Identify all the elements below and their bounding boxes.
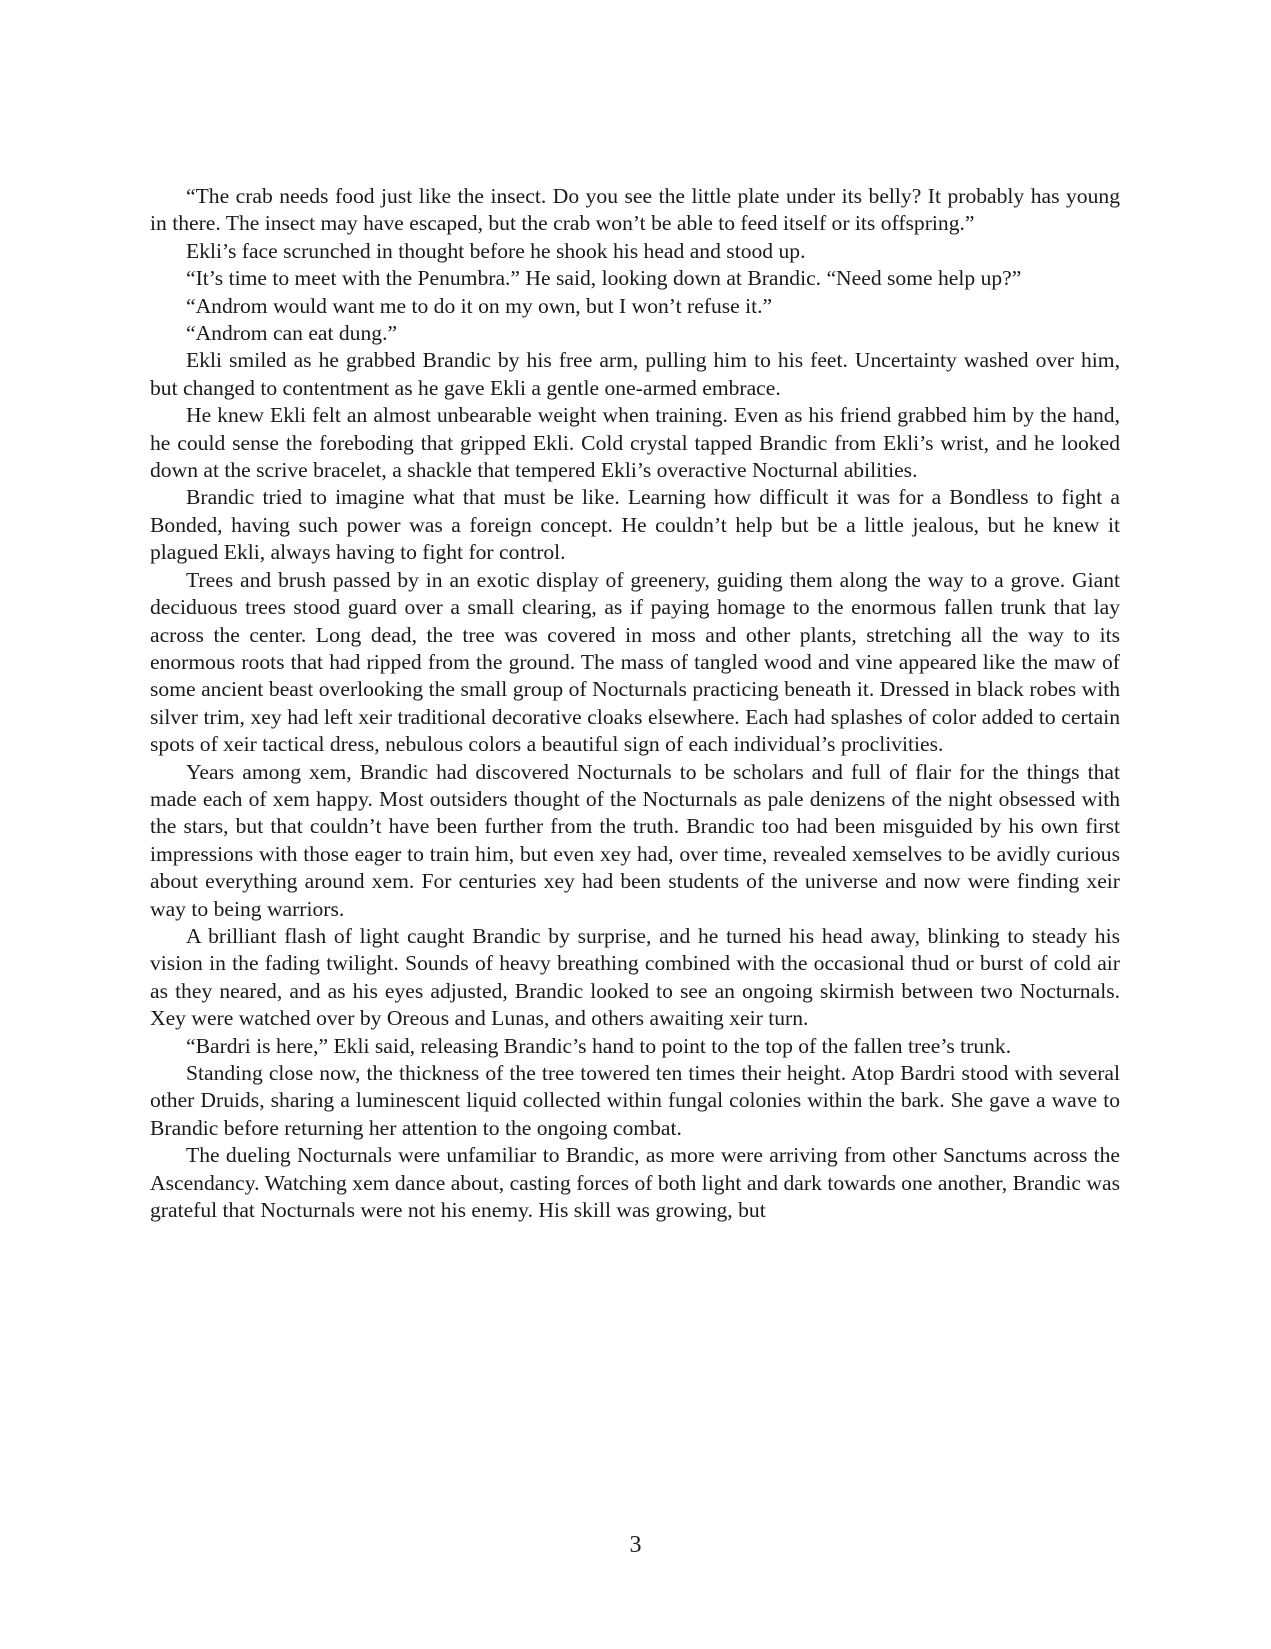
- paragraph: “Androm can eat dung.”: [186, 321, 398, 346]
- paragraph: Brandic tried to imagine what that must be like. Learning how difficult it was for a Bondless to fight a Bonded, having such power was a foreign concept. He couldn’t help but be a little jealous, but he knew it plagued Ekli, always having to fight for control.: [150, 485, 1120, 565]
- paragraph: A brilliant flash of light caught Brandic by surprise, and he turned his head away, blinking to steady his vision in the fading twilight. Sounds of heavy breathing combined with the occasional thud or burst of cold air as they neared, and as his eyes adjusted, Brandic looked to see an ongoing skirmish between two Nocturnals. Xey were watched over by Oreous and Lunas, and others awaiting xeir turn.: [150, 923, 1120, 1031]
- page-number: 3: [629, 1532, 642, 1558]
- paragraph: “It’s time to meet with the Penumbra.” He said, looking down at Brandic. “Need some help up?”: [186, 266, 1022, 291]
- paragraph: Trees and brush passed by in an exotic display of greenery, guiding them along the way to a grove. Giant deciduous trees stood guard over a small clearing, as if paying homage to the enormous fallen trunk that lay across the center. Long dead, the tree was covered in moss and other plants, stretching all the way to its enormous roots that had ripped from the ground. The mass of tangled wood and vine appeared like the maw of some ancient beast overlooking the small group of Nocturnals practicing beneath it. Dressed in black robes with silver trim, xey had left xeir traditional decorative cloaks elsewhere. Each had splashes of color added to certain spots of xeir tactical dress, nebulous colors a beautiful sign of each individual’s proclivities.: [150, 567, 1120, 757]
- paragraph: Ekli’s face scrunched in thought before he shook his head and stood up.: [186, 238, 806, 263]
- paragraph: “The crab needs food just like the insect. Do you see the little plate under its belly? It probably has young in there. The insect may have escaped, but the crab won’t be able to feed itself or its offspring.”: [150, 184, 1120, 236]
- body-text: [150, 183, 1120, 1224]
- paragraph: Standing close now, the thickness of the tree towered ten times their height. Atop Bardri stood with several other Druids, sharing a luminescent liquid collected within fungal colonies within the bark. She gave a wave to Brandic before returning her attention to the ongoing combat.: [150, 1061, 1120, 1140]
- paragraph: “Androm would want me to do it on my own, but I won’t refuse it.”: [186, 293, 773, 318]
- paragraph: Years among xem, Brandic had discovered Nocturnals to be scholars and full of flair for the things that made each of xem happy. Most outsiders thought of the Nocturnals as pale denizens of the night obsessed with the stars, but that couldn’t have been further from the truth. Brandic too had been misguided by his own first impressions with those eager to train him, but even xey had, over time, revealed xemselves to be avidly curious about everything around xem. For centuries xey had been students of the universe and now were finding xeir way to being warriors.: [150, 759, 1120, 921]
- paragraph: The dueling Nocturnals were unfamiliar to Brandic, as more were arriving from other Sanctums across the Ascendancy. Watching xem dance about, casting forces of both light and dark towards one another, Brandic was grateful that Nocturnals were not his enemy. His skill was growing, but: [150, 1143, 1120, 1223]
- paragraph: “Bardri is here,” Ekli said, releasing Brandic’s hand to point to the top of the fallen tree’s trunk.: [186, 1033, 1012, 1058]
- paragraph: He knew Ekli felt an almost unbearable weight when training. Even as his friend grabbed him by the hand, he could sense the foreboding that gripped Ekli. Cold crystal tapped Brandic from Ekli’s wrist, and he looked down at the scrive bracelet, a shackle that tempered Ekli’s overactive Nocturnal abilities.: [150, 403, 1120, 483]
- paragraph: Ekli smiled as he grabbed Brandic by his free arm, pulling him to his feet. Uncertainty washed over him, but changed to contentment as he gave Ekli a gentle one-armed embrace.: [150, 348, 1120, 400]
